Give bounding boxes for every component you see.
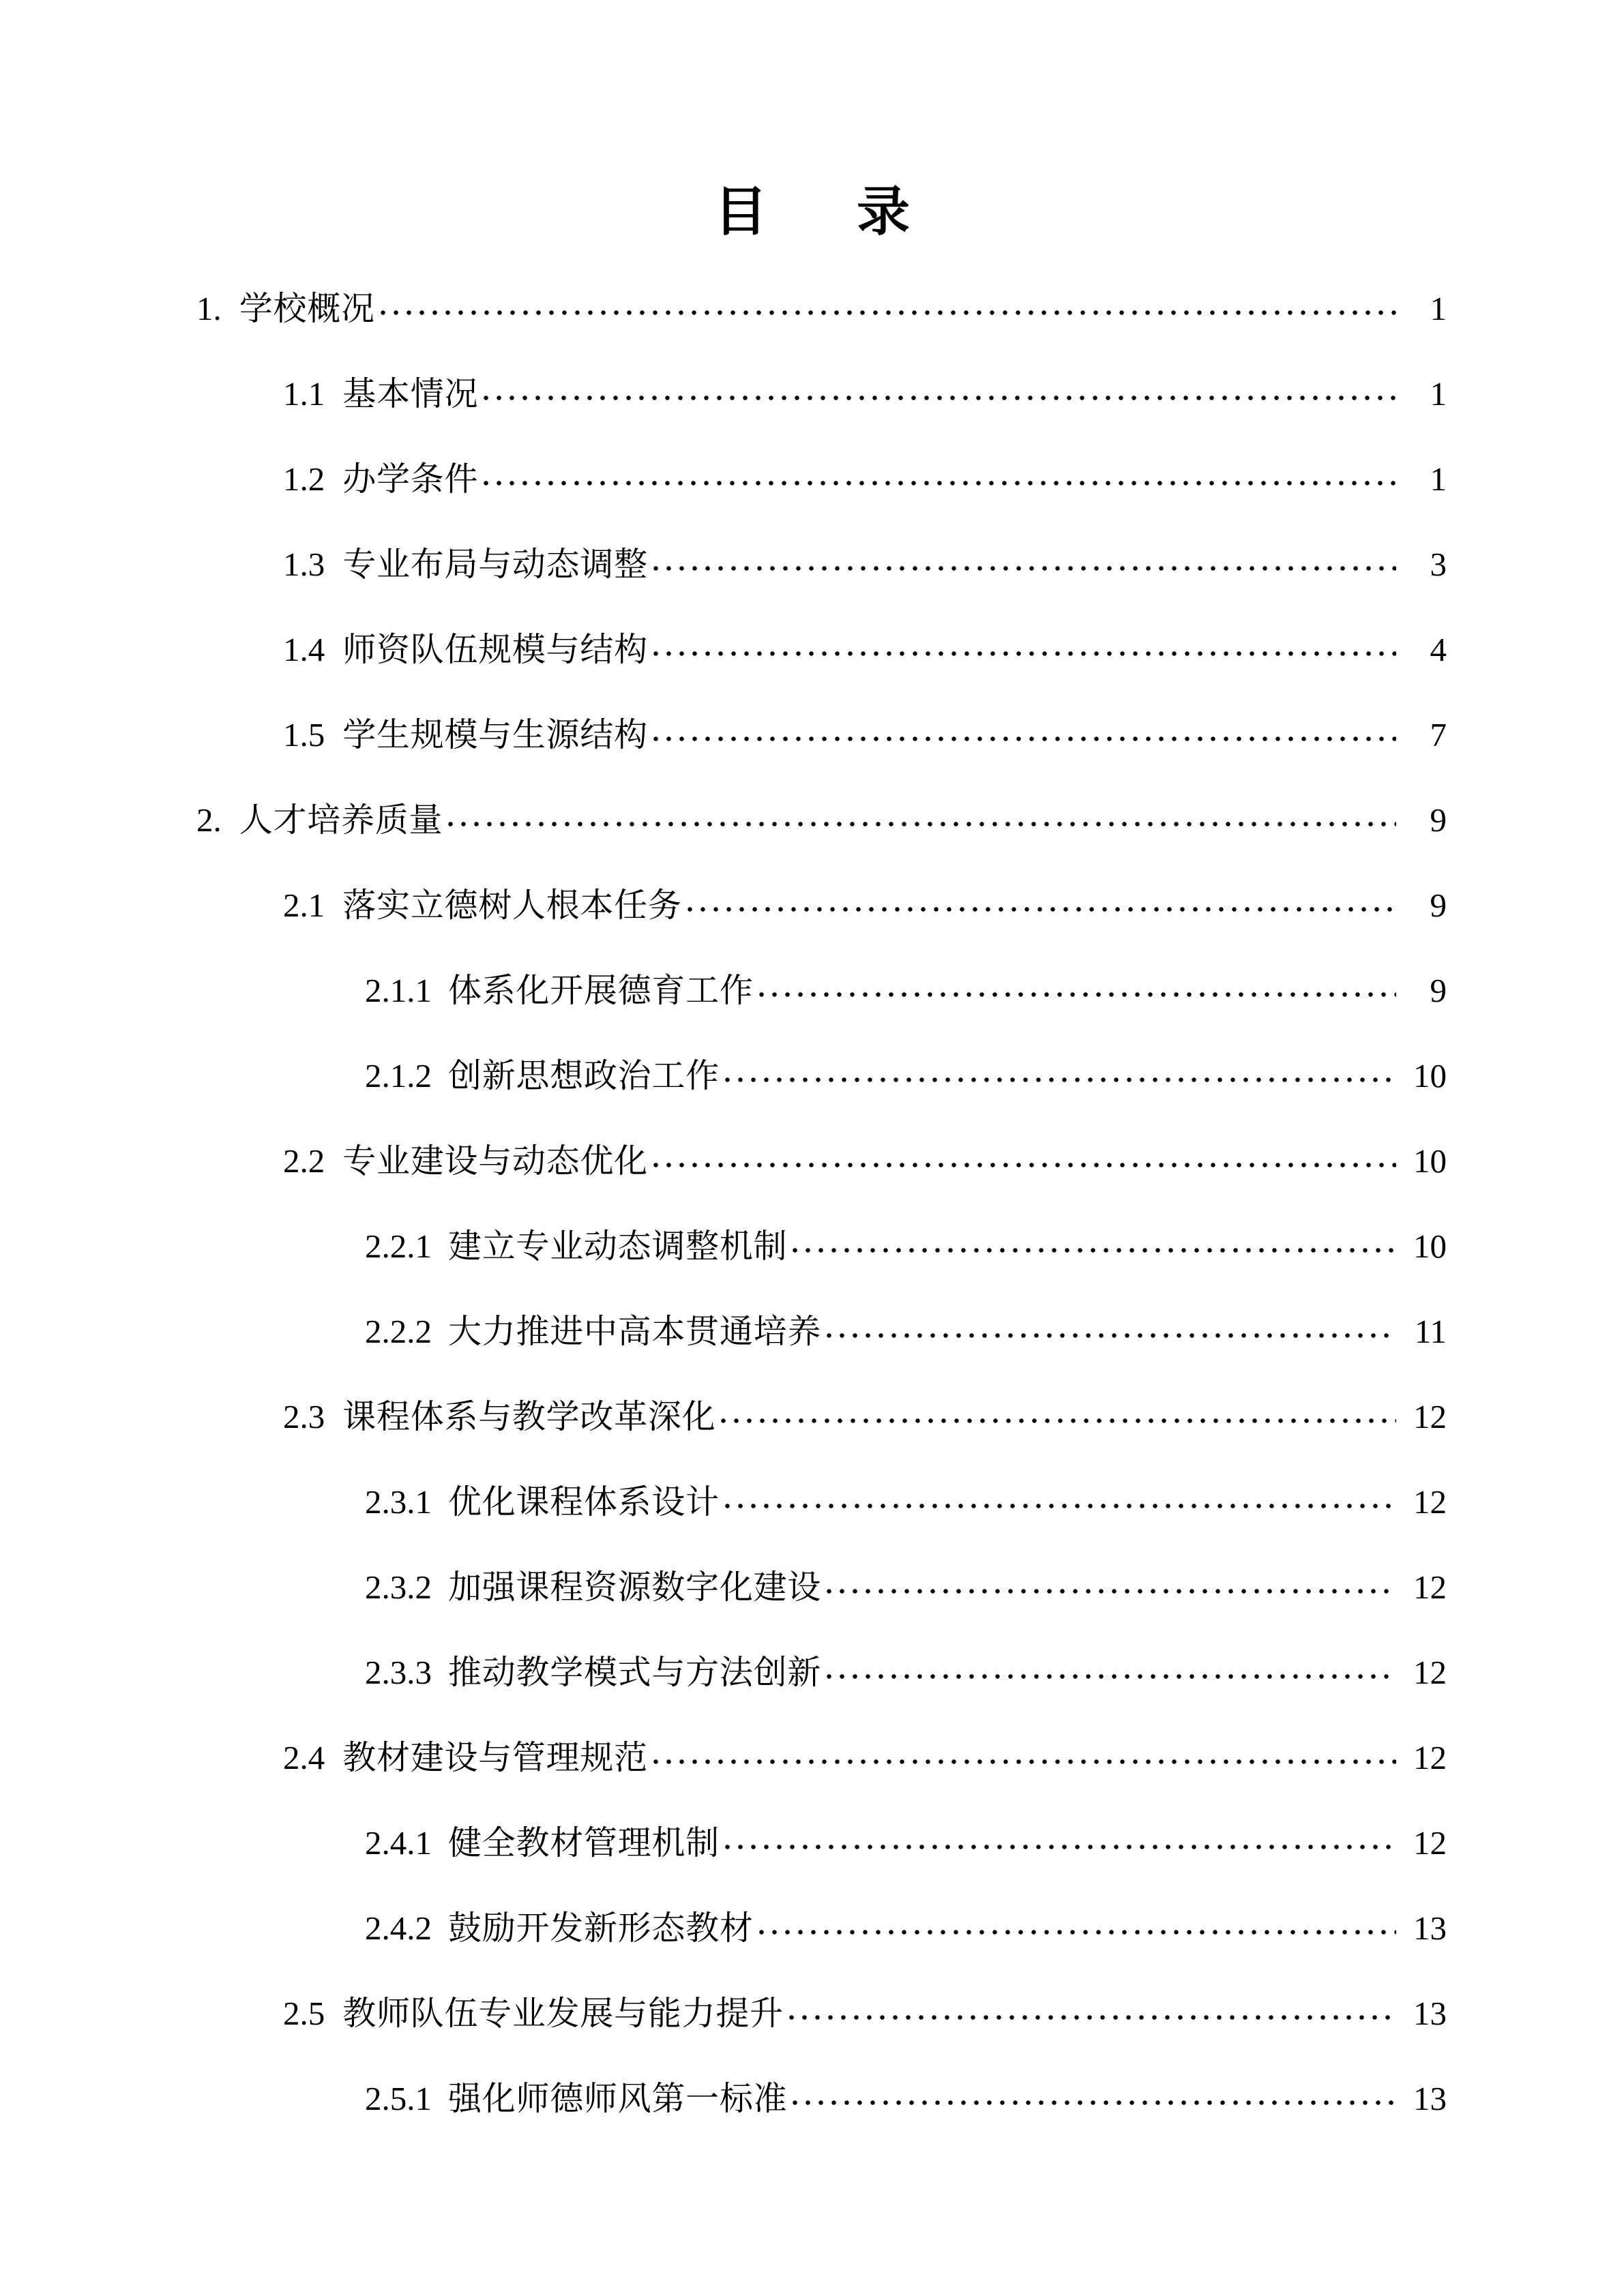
dot-leader: [653, 1735, 1396, 1769]
toc-entry[interactable]: [0, 1054, 1624, 1092]
dot-leader: [827, 1650, 1396, 1684]
dot-leader: [484, 372, 1396, 405]
dot-leader: [448, 798, 1396, 831]
toc-entry-page-number: 9: [1430, 886, 1447, 924]
toc-entry-title: 创新思想政治工作: [448, 1057, 720, 1094]
toc-entry[interactable]: [0, 883, 1624, 922]
toc-entry[interactable]: [0, 1309, 1624, 1348]
toc-entry-page-number: 12: [1413, 1654, 1447, 1691]
toc-entry-title: 学校概况: [239, 290, 375, 327]
toc-entry-number: 2.1.1: [365, 972, 432, 1009]
toc-entry[interactable]: [0, 627, 1624, 666]
dot-leader: [653, 1139, 1396, 1172]
toc-entry-page-number: 1: [1430, 290, 1447, 327]
toc-entry[interactable]: [0, 286, 1624, 325]
toc-entry-page-number: 10: [1413, 1142, 1447, 1180]
toc-entry-page-number: 13: [1413, 1995, 1447, 2032]
toc-entry-title: 人才培养质量: [239, 801, 443, 839]
toc-entry-page-number: 3: [1430, 546, 1447, 583]
toc-entry-title: 专业布局与动态调整: [342, 546, 648, 583]
dot-leader: [827, 1309, 1396, 1343]
toc-entry-title: 优化课程体系设计: [448, 1483, 720, 1521]
toc-entry-number: 1.4: [283, 631, 325, 668]
toc-entry-title: 学生规模与生源结构: [342, 716, 648, 754]
toc-entry-title: 落实立德树人根本任务: [342, 886, 682, 924]
toc-entry-page-number: 9: [1430, 972, 1447, 1009]
toc-entry-title: 办学条件: [342, 460, 479, 498]
toc-entry-title: 强化师德师风第一标准: [448, 2080, 788, 2117]
toc-entry-number: 1.2: [283, 460, 325, 498]
toc-entry-page-number: 12: [1413, 1568, 1447, 1606]
toc-entry[interactable]: [0, 1139, 1624, 1178]
toc-entry-page-number: 12: [1413, 1739, 1447, 1776]
toc-entry[interactable]: [0, 1821, 1624, 1860]
toc-entry-title: 体系化开展德育工作: [448, 972, 754, 1009]
toc-entry-number: 2.2.2: [365, 1313, 432, 1350]
toc-entry-page-number: 10: [1413, 1227, 1447, 1265]
dot-leader: [653, 627, 1396, 661]
toc-entry-number: 2.3.3: [365, 1654, 432, 1691]
toc-entry-page-number: 4: [1430, 631, 1447, 668]
toc-entry-number: 2.4.1: [365, 1824, 432, 1862]
dot-leader: [725, 1821, 1396, 1854]
toc-entry-page-number: 9: [1430, 801, 1447, 839]
toc-entry[interactable]: [0, 1224, 1624, 1263]
toc-entry-title: 建立专业动态调整机制: [448, 1227, 788, 1265]
dot-leader: [793, 1224, 1396, 1257]
toc-entry-number: 1.: [196, 290, 222, 327]
toc-entry[interactable]: [0, 1650, 1624, 1689]
toc-entry-title: 大力推进中高本贯通培养: [448, 1313, 822, 1350]
toc-entry[interactable]: [0, 968, 1624, 1007]
toc-entry-page-number: 1: [1430, 375, 1447, 413]
dot-leader: [688, 883, 1396, 916]
dot-leader: [827, 1565, 1396, 1598]
toc-entry[interactable]: [0, 1991, 1624, 2030]
toc-entry-title: 教材建设与管理规范: [342, 1739, 648, 1776]
dot-leader: [759, 968, 1396, 1002]
toc-entry-number: 1.5: [283, 716, 325, 754]
toc-entry-number: 2.1: [283, 886, 325, 924]
toc-entry-number: 2.3: [283, 1398, 325, 1435]
toc-entry[interactable]: [0, 2076, 1624, 2115]
toc-entry[interactable]: [0, 1395, 1624, 1433]
toc-entry-title: 鼓励开发新形态教材: [448, 1909, 754, 1947]
page-title: 目 录: [713, 182, 928, 241]
dot-leader: [381, 286, 1396, 320]
toc-entry[interactable]: [0, 1735, 1624, 1774]
toc-entry-title: 教师队伍专业发展与能力提升: [342, 1995, 784, 2032]
toc-entry[interactable]: [0, 1906, 1624, 1945]
toc-entry-title: 课程体系与教学改革深化: [342, 1398, 716, 1435]
dot-leader: [789, 1991, 1396, 2025]
toc-entry-title: 师资队伍规模与结构: [342, 631, 648, 668]
toc-entry-page-number: 12: [1413, 1824, 1447, 1862]
toc-entry-number: 2.1.2: [365, 1057, 432, 1094]
dot-leader: [725, 1054, 1396, 1087]
toc-entry-number: 2.4.2: [365, 1909, 432, 1947]
toc-entry-number: 2.5.1: [365, 2080, 432, 2117]
toc-entry[interactable]: [0, 542, 1624, 581]
toc-entry-page-number: 10: [1413, 1057, 1447, 1094]
toc-entry-page-number: 12: [1413, 1483, 1447, 1521]
toc-entry-title: 推动教学模式与方法创新: [448, 1654, 822, 1691]
dot-leader: [653, 542, 1396, 576]
toc-entry-number: 2.5: [283, 1995, 325, 2032]
toc-entry[interactable]: [0, 372, 1624, 411]
toc-entry-title: 基本情况: [342, 375, 479, 413]
toc-entry[interactable]: [0, 457, 1624, 496]
toc-entry-page-number: 13: [1413, 2080, 1447, 2117]
toc-entry-number: 2.: [196, 801, 222, 839]
toc-entry-page-number: 13: [1413, 1909, 1447, 1947]
dot-leader: [721, 1395, 1396, 1428]
toc-entry-page-number: 12: [1413, 1398, 1447, 1435]
toc-entry-page-number: 1: [1430, 460, 1447, 498]
dot-leader: [484, 457, 1396, 490]
toc-entry-number: 1.1: [283, 375, 325, 413]
toc-entry[interactable]: [0, 798, 1624, 837]
toc-entry[interactable]: [0, 1480, 1624, 1519]
dot-leader: [793, 2076, 1396, 2110]
dot-leader: [653, 713, 1396, 746]
table-of-contents-list: [0, 286, 1624, 2162]
toc-entry-title: 加强课程资源数字化建设: [448, 1568, 822, 1606]
toc-entry-page-number: 7: [1430, 716, 1447, 754]
toc-entry-number: 2.2.1: [365, 1227, 432, 1265]
toc-entry-page-number: 11: [1414, 1313, 1447, 1350]
toc-entry-number: 2.4: [283, 1739, 325, 1776]
dot-leader: [759, 1906, 1396, 1939]
toc-entry-number: 2.3.2: [365, 1568, 432, 1606]
dot-leader: [725, 1480, 1396, 1513]
toc-entry-number: 2.2: [283, 1142, 325, 1180]
toc-entry[interactable]: [0, 713, 1624, 754]
toc-entry[interactable]: [0, 1565, 1624, 1604]
toc-entry-number: 1.3: [283, 546, 325, 583]
toc-entry-title: 健全教材管理机制: [448, 1824, 720, 1862]
toc-entry-number: 2.3.1: [365, 1483, 432, 1521]
toc-entry-title: 专业建设与动态优化: [342, 1142, 648, 1180]
